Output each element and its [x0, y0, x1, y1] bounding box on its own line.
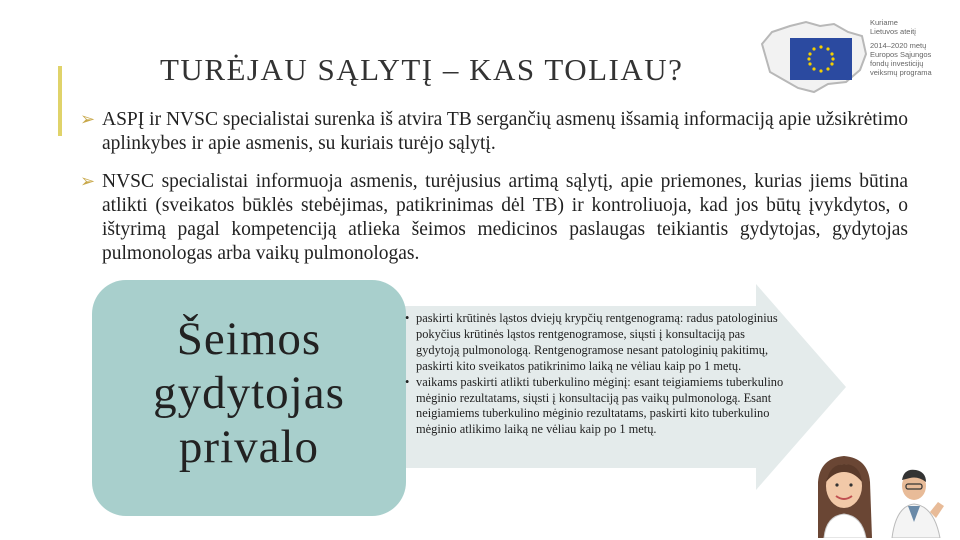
bullet-item: [80, 108, 908, 156]
bullet-list: [80, 108, 908, 280]
duty-text: paskirti krūtinės ląstos dviejų krypčių rentgenogramą: radus patologinius pokyčius krūtinės ląstos rentgenogramose, siųsti į konsultaciją pas gydytoją pulmonologą. Rentgenogramose nesant patologinių pakitimų, paskirti kito sveikatos patikrinimo laiką ne vėliau kaip po 1 metų.: [416, 311, 778, 373]
logo-line: veiksmų programa: [870, 68, 932, 77]
bullet-item: [80, 170, 908, 266]
duty-text: vaikams paskirti atlikti tuberkulino mėginį: esant teigiamiems tuberkulino mėginio rezultatams, siųsti į konsultaciją pas vaikų pulmonologą. Esant neigiamiems tuberkulino mėginio rezultatams, paskirti kito tuberkulino mėginio atlikimo laiką ne vėliau kaip po 1 metų.: [416, 374, 784, 437]
logo-line: 2014–2020 metų: [870, 41, 927, 50]
slide-title: TURĖJAU SĄLYTĮ – KAS TOLIAU?: [160, 52, 684, 87]
arrow-bullet-icon: ➢: [80, 109, 96, 130]
doctor-box-text: [92, 312, 406, 474]
logo-text: [870, 18, 950, 77]
logo-line: Kuriame: [870, 18, 898, 27]
lithuania-map-eu-flag-icon: [758, 10, 870, 108]
arrow-bullet-icon: ➢: [80, 171, 96, 192]
duty-list: [404, 311, 790, 438]
logo-line: Lietuvos ateitį: [870, 27, 916, 36]
eu-funds-logo: [758, 10, 950, 108]
duty-item: [404, 311, 790, 375]
duty-item: [404, 375, 790, 439]
doctor-box-line: privalo: [178, 421, 320, 473]
bullet-text: NVSC specialistai informuoja asmenis, turėjusius artimą sąlytį, apie priemones, kurias jiems būtina atlikti (sveikatos būklės stebėjimas, patikrinimas dėl TB) ir kontroliuoja, kad jos būtų įvykdytos, o ištyrimą pagal kompetenciją atlieka šeimos medicinos paslaugas teikiantis gydytojas, gydytojas pulmonologas arba vaikų pulmonologas.: [102, 171, 908, 264]
bullet-text: ASPĮ ir NVSC specialistai surenka iš atvira TB sergančių asmenų išsamią informaciją apie užsikrėtimo aplinkybes ir apie asmenis, su kuriais turėjo sąlytį.: [102, 109, 908, 154]
bullet-dot-icon: •: [405, 311, 410, 325]
doctor-box-line: Šeimos: [176, 313, 322, 365]
bullet-dot-icon: •: [405, 374, 410, 389]
doctor-patient-illustration: [812, 452, 952, 538]
title-accent-bar: [58, 66, 62, 136]
logo-line: Europos Sąjungos: [870, 50, 932, 59]
logo-line: fondų investicijų: [870, 59, 924, 68]
doctor-box-line: gydytojas: [153, 367, 345, 419]
